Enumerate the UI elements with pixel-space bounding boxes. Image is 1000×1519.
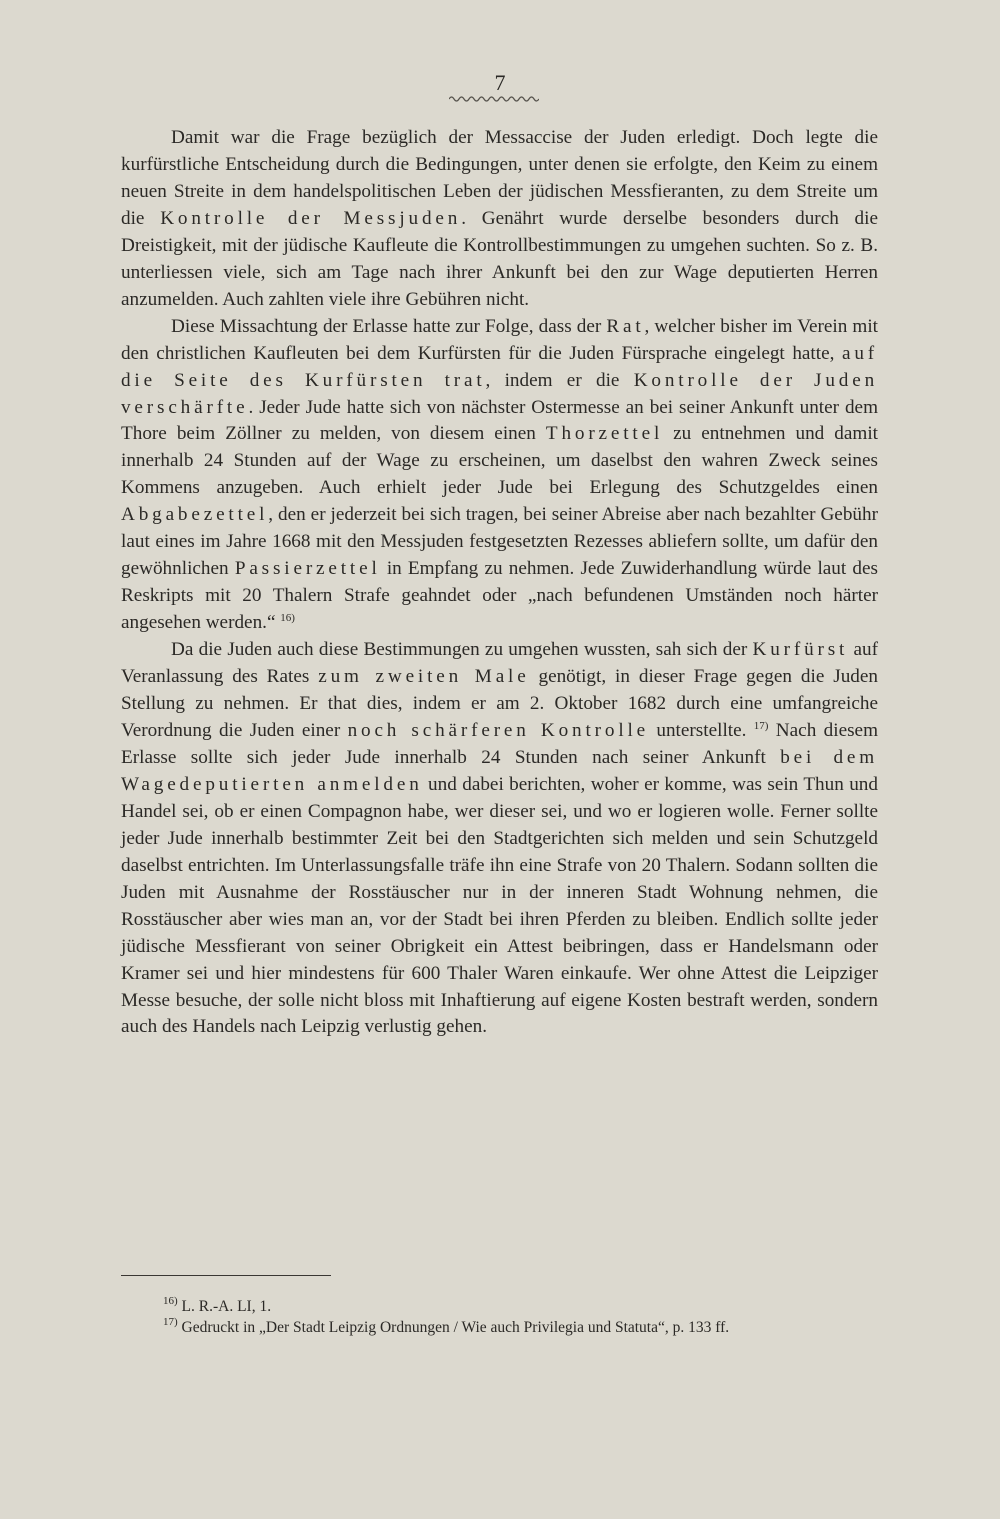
paragraph-text: . Jeder Jude hatte sich von nächster Ostermesse an bei seiner Ankunft unter dem Thore beim Zöllner zu melden, von diesem einen (121, 396, 878, 445)
body-text (121, 125, 878, 1041)
paragraph-text: Damit war die Frage bezüglich der Messaccise der Juden erledigt. Doch legte die kurfürstliche Entscheidung durch die Bedingungen, unter denen sie erfolgte, den Keim zu einem neuen Streite in dem handelspolitischen Leben der jüdischen Messfieranten, zu dem Streite um die (121, 127, 878, 229)
paragraph (121, 125, 878, 314)
page-number: 7 (494, 70, 506, 95)
spaced-emphasis-text: noch schärferen Kontrolle (347, 719, 650, 741)
spaced-emphasis-text: zum zweiten Male (318, 666, 530, 688)
footnote-separator (121, 1275, 331, 1276)
spaced-emphasis-text: Abgabezettel (121, 504, 269, 526)
footnote-reference: 16) (280, 612, 295, 625)
paragraph-text: , den er jederzeit bei sich tragen, bei seiner Abreise aber nach bezahlter Gebühr laut eines im Jahre 1668 mit den Messjuden festgesetzten Rezesses abliefern sollte, um dafür den gewöhnlichen (121, 504, 878, 580)
spaced-emphasis-text: Kontrolle der Messjuden (160, 207, 462, 229)
footnote (121, 1317, 878, 1338)
paragraph-text: auf Veranlassung des Rates (121, 639, 878, 688)
paragraph-text: , welcher bisher im Verein mit den christlichen Kaufleuten bei dem Kurfürsten für die Juden Fürsprache eingelegt hatte, (121, 315, 878, 364)
footnote-marker: 16) (163, 1295, 178, 1307)
spaced-emphasis-text: Kontrolle der Juden verschärfte (121, 369, 879, 418)
paragraph-text: , indem er die (485, 369, 634, 391)
footnote (121, 1296, 878, 1317)
paragraph-text: und dabei berichten, woher er komme, was sein Thun und Handel sei, ob er einen Compagnon habe, wer dieser sei, und wo er logieren wolle. Ferner sollte jeder Jude innerhalb bestimmter Zeit bei den Stadtgerichten sich melden und sein Schutzgeld daselbst entrichten. Im Unterlassungsfalle träfe ihn eine Strafe von 20 Thalern. Sodann sollten die Juden mit Ausnahme der Rosstäuscher nur in der inneren Stadt Wohnung nehmen, die Rosstäuscher aber wies man an, vor der Stadt bei ihren Pferden zu bleiben. Endlich sollte jeder jüdische Messfierant von seiner Obrigkeit ein Attest beibringen, dass er Handelsmann oder Kramer sei und hier mindestens für 600 Thaler Waren einkaufe. Wer ohne Attest die Leipziger Messe besuche, der solle nicht bloss mit Inhaftierung auf eigene Kosten bestraft werden, sondern auch des Handels nach Leipzig verlustig gehen. (121, 773, 878, 1038)
paragraph-text: Da die Juden auch diese Bestimmungen zu umgehen wussten, sah sich der (171, 639, 753, 661)
spaced-emphasis-text: auf die Seite des Kurfürsten trat (121, 342, 878, 391)
footnote-text: L. R.-A. LI, 1. (177, 1298, 272, 1315)
spaced-emphasis-text: Rat (606, 315, 645, 337)
paragraph-text: unterstellte. (649, 719, 754, 741)
wavy-rule-ornament (449, 94, 539, 104)
paragraph (121, 314, 878, 637)
footnote-marker: 17) (163, 1316, 178, 1328)
spaced-emphasis-text: Thorzettel (545, 423, 664, 445)
spaced-emphasis-text: Passierzettel (234, 558, 381, 580)
paragraph-text: zu entnehmen und damit innerhalb 24 Stunden auf der Wage zu erscheinen, um daselbst den wahren Zweck seines Kommens anzugeben. Auch erhielt jeder Jude bei Erlegung des Schutzgeldes einen (121, 423, 878, 499)
footnotes (121, 1296, 878, 1338)
paragraph-text: Diese Missachtung der Erlasse hatte zur Folge, dass der (171, 315, 607, 337)
paragraph-text: Nach diesem Erlasse sollte sich jeder Jude innerhalb 24 Stunden nach seiner Ankunft (121, 719, 878, 768)
paragraph (121, 637, 878, 1041)
footnote-reference: 17) (753, 719, 769, 732)
paragraph-text: . Genährt wurde derselbe besonders durch die Dreistigkeit, mit der jüdische Kaufleute die Kontrollbestimmungen zu umgehen suchten. So z. B. unterliessen viele, sich am Tage nach ihrer Ankunft bei den zur Wage deputierten Herren anzumelden. Auch zahlten viele ihre Gebühren nicht. (121, 207, 878, 310)
spaced-emphasis-text: Kurfürst (752, 639, 849, 661)
footnote-text: Gedruckt in „Der Stadt Leipzig Ordnungen / Wie auch Privilegia und Statuta“, p. 133 ff. (177, 1319, 730, 1336)
spaced-emphasis-text: bei dem Wagedeputierten anmelden (121, 746, 879, 795)
paragraph-text: genötigt, in dieser Frage gegen die Juden Stellung zu nehmen. Er that dies, indem er am 2. Oktober 1682 durch eine umfangreiche Verordnung die Juden einer (121, 666, 878, 741)
paragraph-text: in Empfang zu nehmen. Jede Zuwiderhandlung würde laut des Reskripts mit 20 Thalern Strafe geahndet oder „nach befundenen Umständen noch härter angesehen werden.“ (121, 558, 878, 634)
